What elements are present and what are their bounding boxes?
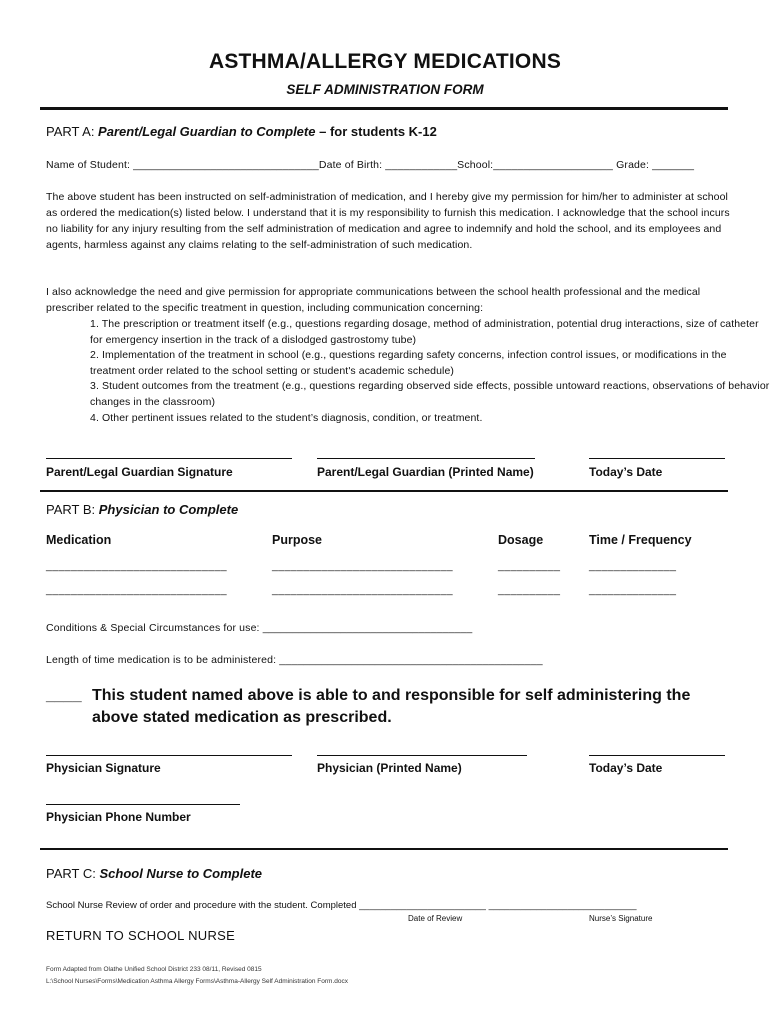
footer-file-path: L:\School Nurses\Forms\Medication Asthma Allergy Forms\Asthma-Allergy Self Administration Form.docx	[46, 978, 348, 985]
dosage-column-header: Dosage	[498, 533, 544, 547]
length-of-time-field[interactable]: Length of time medication is to be administered: ____________________________________________	[46, 654, 543, 666]
guardian-date-label: Today’s Date	[589, 465, 663, 479]
time-field-1[interactable]: ______________	[589, 560, 677, 572]
part-b-heading: PART B: Physician to Complete	[46, 502, 239, 517]
guardian-printed-name-label: Parent/Legal Guardian (Printed Name)	[317, 465, 534, 479]
communication-item-4: 4. Other pertinent issues related to the student’s diagnosis, condition, or treatment.	[90, 412, 483, 424]
guardian-printed-name-line[interactable]	[317, 458, 535, 459]
communication-item-1: 1. The prescription or treatment itself (e.g., questions regarding dosage, method of administration, potential drug interactions, size of catheter for emergency insertion in the track of a dislodged gastrostomy tube)	[90, 318, 759, 346]
nurse-signature-label: Nurse’s Signature	[589, 914, 653, 923]
consent-paragraph: The above student has been instructed on self-administration of medication, and I hereby give my permission for him/her to administer at school as ordered the medication(s) listed below. I understand that it is my responsibility to furnish this medication. I acknowledge that the school incurs no liability for any injury resulting from the self administration of medication and agree to indemnify and hold the school, and its employees and agents, harmless against any claims relating to the self-administration of such medication.	[46, 191, 730, 251]
medication-field-1[interactable]: _____________________________	[46, 560, 227, 572]
time-field-2[interactable]: ______________	[589, 584, 677, 596]
conditions-field[interactable]: Conditions & Special Circumstances for use: ___________________________________	[46, 622, 473, 634]
physician-printed-name-line[interactable]	[317, 755, 527, 756]
part-a-divider	[40, 490, 728, 492]
dosage-field-1[interactable]: __________	[498, 560, 561, 572]
part-a-heading: PART A: Parent/Legal Guardian to Complete – for students K-12	[46, 124, 437, 139]
self-administer-statement: This student named above is able to and responsible for self administering the above stated medication as prescribed.	[92, 687, 691, 726]
communication-item-3: 3. Student outcomes from the treatment (e.g., questions regarding observed side effects, possible untoward reactions, observations of behavior changes in the classroom)	[90, 380, 770, 408]
physician-phone-line[interactable]	[46, 804, 240, 805]
physician-phone-label: Physician Phone Number	[46, 810, 191, 824]
purpose-column-header: Purpose	[272, 533, 323, 547]
physician-date-line[interactable]	[589, 755, 725, 756]
part-c-heading: PART C: School Nurse to Complete	[46, 866, 263, 881]
return-to-nurse-note: RETURN TO SCHOOL NURSE	[46, 928, 236, 943]
communication-item-2: 2. Implementation of the treatment in school (e.g., questions regarding safety concerns, infection control issues, or modifications in the treatment order related to the school setting or student's academic schedule)	[90, 349, 727, 377]
physician-printed-name-label: Physician (Printed Name)	[317, 761, 462, 775]
medication-column-header: Medication	[46, 533, 112, 547]
dosage-field-2[interactable]: __________	[498, 584, 561, 596]
form-subtitle: SELF ADMINISTRATION FORM	[286, 82, 484, 97]
medication-field-2[interactable]: _____________________________	[46, 584, 227, 596]
time-frequency-column-header: Time / Frequency	[589, 533, 692, 547]
part-b-divider	[40, 848, 728, 850]
footer-source-note: Form Adapted from Olathe Unified School District 233 08/11, Revised 0815	[46, 966, 262, 973]
student-info-fields[interactable]: Name of Student: _______________________________Date of Birth: ____________School:____________________ Grade: _______	[46, 159, 695, 171]
self-administer-checkbox-blank[interactable]: ____	[46, 687, 82, 704]
date-of-review-label: Date of Review	[408, 914, 463, 923]
purpose-field-1[interactable]: _____________________________	[272, 560, 453, 572]
header-divider	[40, 107, 728, 110]
guardian-date-line[interactable]	[589, 458, 725, 459]
guardian-signature-label: Parent/Legal Guardian Signature	[46, 465, 233, 479]
form-title: ASTHMA/ALLERGY MEDICATIONS	[208, 50, 562, 73]
physician-date-label: Today’s Date	[589, 761, 663, 775]
purpose-field-2[interactable]: _____________________________	[272, 584, 453, 596]
physician-signature-label: Physician Signature	[46, 761, 161, 775]
communication-paragraph: I also acknowledge the need and give permission for appropriate communications between the school health professional and the medical prescriber related to the specific treatment in question, including communication concerning:	[46, 286, 701, 314]
physician-signature-line[interactable]	[46, 755, 292, 756]
nurse-review-field[interactable]: School Nurse Review of order and procedure with the student. Completed ________________________ ____________________________	[46, 900, 637, 911]
guardian-signature-line[interactable]	[46, 458, 292, 459]
